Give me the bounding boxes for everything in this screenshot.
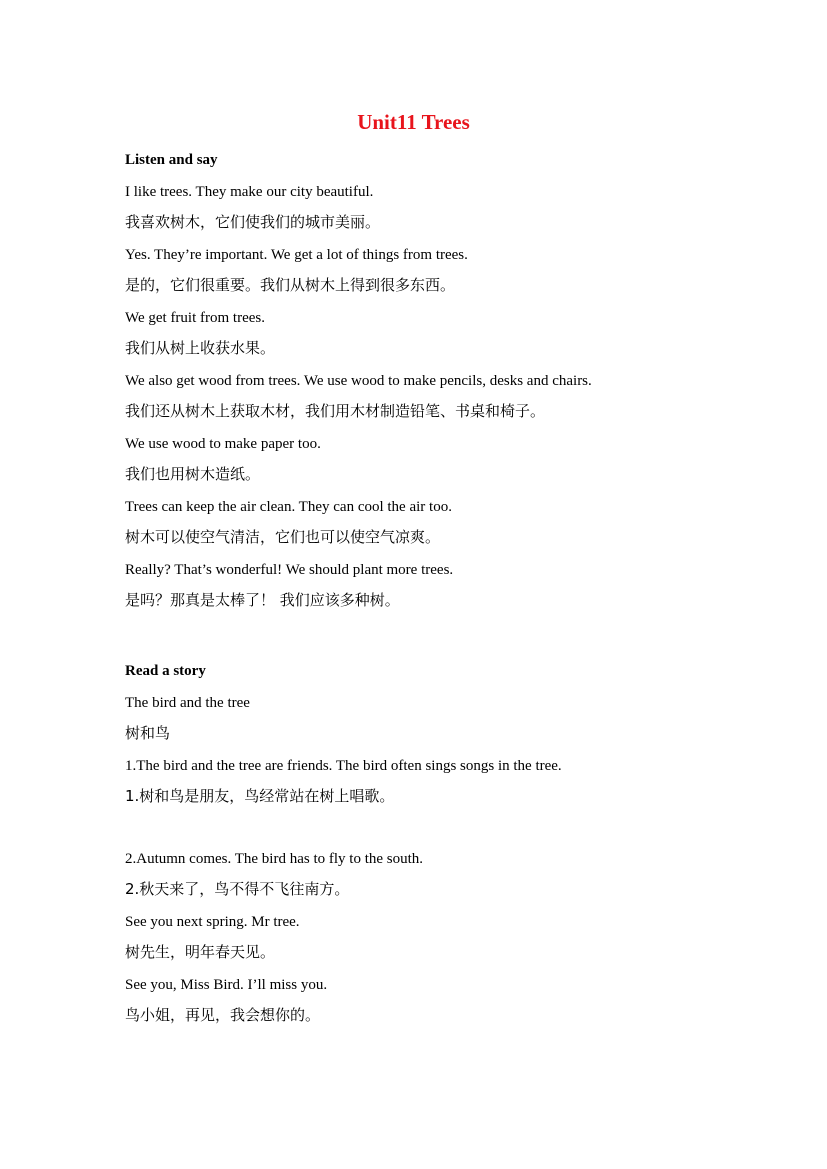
chinese-line: 我们也用树木造纸。 (125, 465, 261, 483)
chinese-line: 1.树和鸟是朋友，鸟经常站在树上唱歌。 (125, 787, 395, 805)
english-line: We also get wood from trees. We use wood to make pencils, desks and chairs. (125, 373, 592, 389)
english-line: Trees can keep the air clean. They can cool the air too. (125, 499, 452, 515)
chinese-line: 树和鸟 (125, 724, 171, 742)
chinese-line: 2.秋天来了，鸟不得不飞往南方。 (125, 880, 350, 898)
chinese-line: 是吗？那真是太棒了！ 我们应该多种树。 (125, 591, 400, 609)
english-line: See you next spring. Mr tree. (125, 914, 300, 930)
section-heading-listen: Listen and say (125, 152, 218, 168)
english-line: I like trees. They make our city beautiful. (125, 184, 374, 200)
document-body (125, 150, 725, 1026)
page-title: Unit11 Trees (357, 110, 470, 134)
english-line: 1.The bird and the tree are friends. The bird often sings songs in the tree. (125, 758, 562, 774)
chinese-line: 树木可以使空气清洁，它们也可以使空气凉爽。 (125, 528, 441, 546)
chinese-line: 鸟小姐，再见，我会想你的。 (125, 1006, 321, 1024)
english-line: We get fruit from trees. (125, 310, 265, 326)
english-line: The bird and the tree (125, 695, 250, 711)
chinese-line: 我们从树上收获水果。 (125, 339, 276, 357)
english-line: Really? That’s wonderful! We should plant more trees. (125, 562, 454, 578)
chinese-line: 我们还从树木上获取木材，我们用木材制造铅笔、书桌和椅子。 (125, 402, 546, 420)
chinese-line: 是的，它们很重要。我们从树木上得到很多东西。 (125, 276, 456, 294)
english-line: See you, Miss Bird. I’ll miss you. (125, 977, 328, 993)
chinese-line: 我喜欢树木，它们使我们的城市美丽。 (125, 213, 381, 231)
english-line: Yes. They’re important. We get a lot of things from trees. (125, 247, 468, 263)
chinese-line: 树先生，明年春天见。 (125, 943, 276, 961)
english-line: We use wood to make paper too. (125, 436, 321, 452)
english-line: 2.Autumn comes. The bird has to fly to the south. (125, 851, 424, 867)
section-heading-story: Read a story (125, 663, 206, 679)
